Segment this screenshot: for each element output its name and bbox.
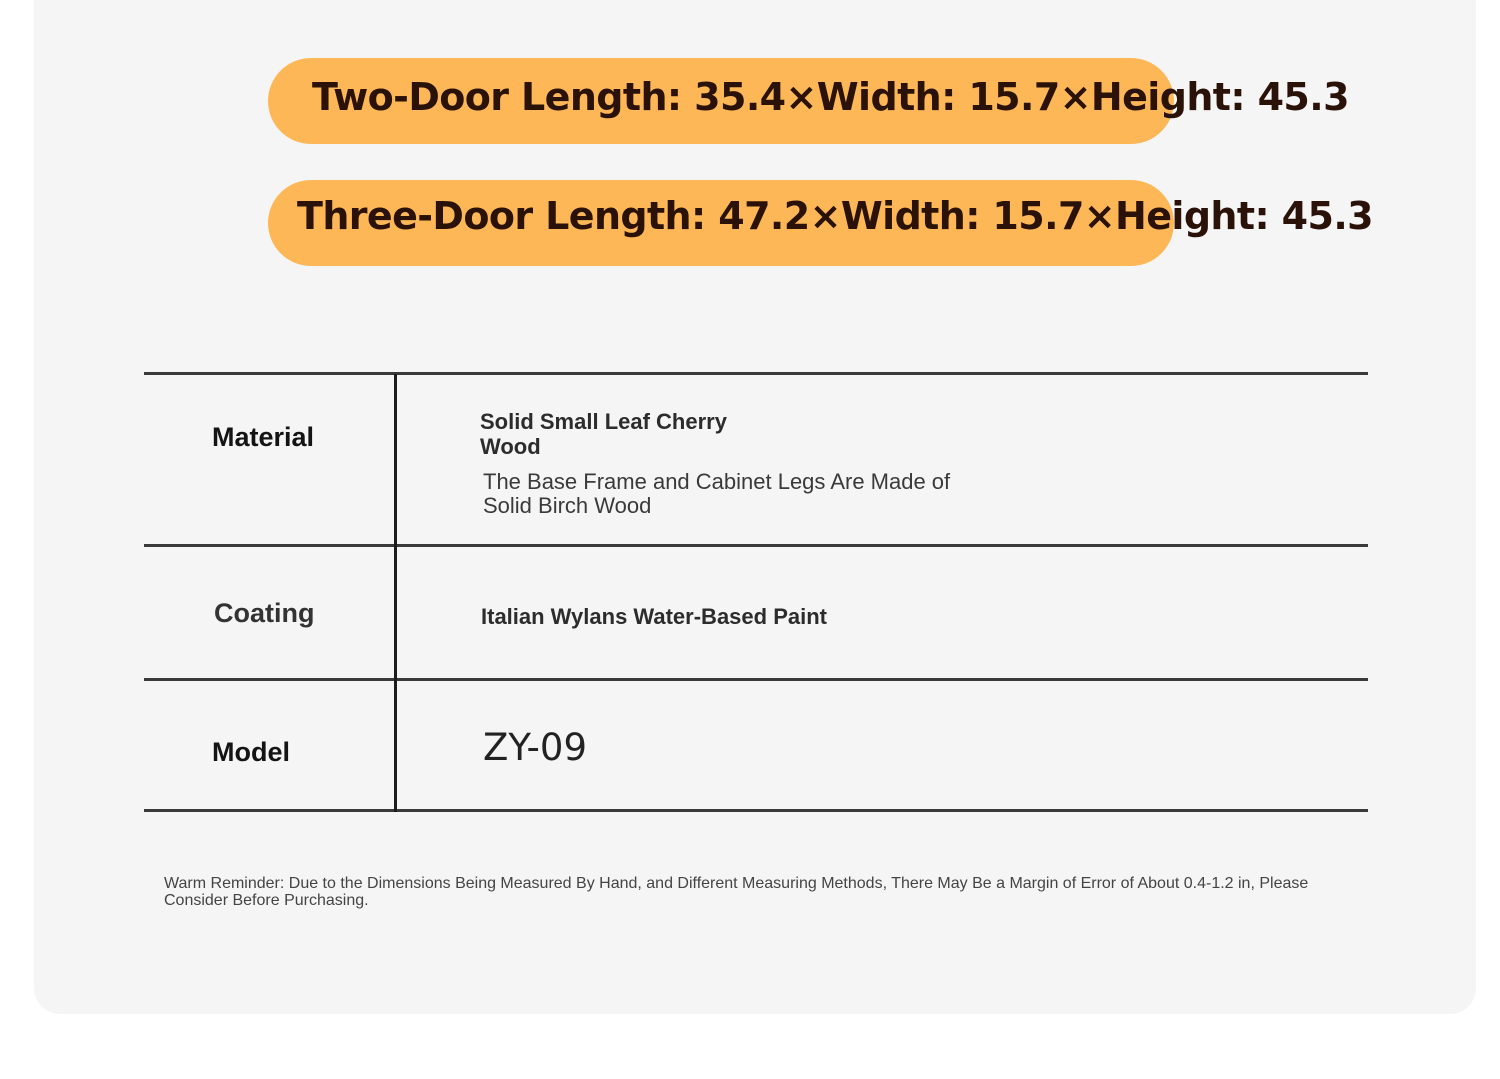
model-value: ZY-09 xyxy=(483,726,587,769)
table-row-divider-2 xyxy=(144,678,1368,681)
coating-value: Italian Wylans Water-Based Paint xyxy=(481,604,827,629)
table-row-divider-1 xyxy=(144,544,1368,547)
table-column-divider xyxy=(394,374,397,812)
table-bottom-rule xyxy=(144,809,1368,812)
table-top-rule xyxy=(144,372,1368,375)
material-primary-value: Solid Small Leaf Cherry Wood xyxy=(480,409,727,459)
model-label: Model xyxy=(212,737,290,767)
coating-label: Coating xyxy=(214,598,315,628)
material-label: Material xyxy=(212,422,315,452)
three-door-dimension-text: Three-Door Length: 47.2×Width: 15.7×Height: 45.3 xyxy=(297,194,1374,238)
material-secondary-value: The Base Frame and Cabinet Legs Are Made of Solid Birch Wood xyxy=(483,469,951,518)
two-door-dimension-text: Two-Door Length: 35.4×Width: 15.7×Height: 45.3 xyxy=(312,75,1349,119)
measurement-reminder: Warm Reminder: Due to the Dimensions Being Measured By Hand, and Different Measuring Methods, There May Be a Margin of Error of About 0.4-1.2 in, Please Consider Before Purchasing. xyxy=(164,875,1309,909)
